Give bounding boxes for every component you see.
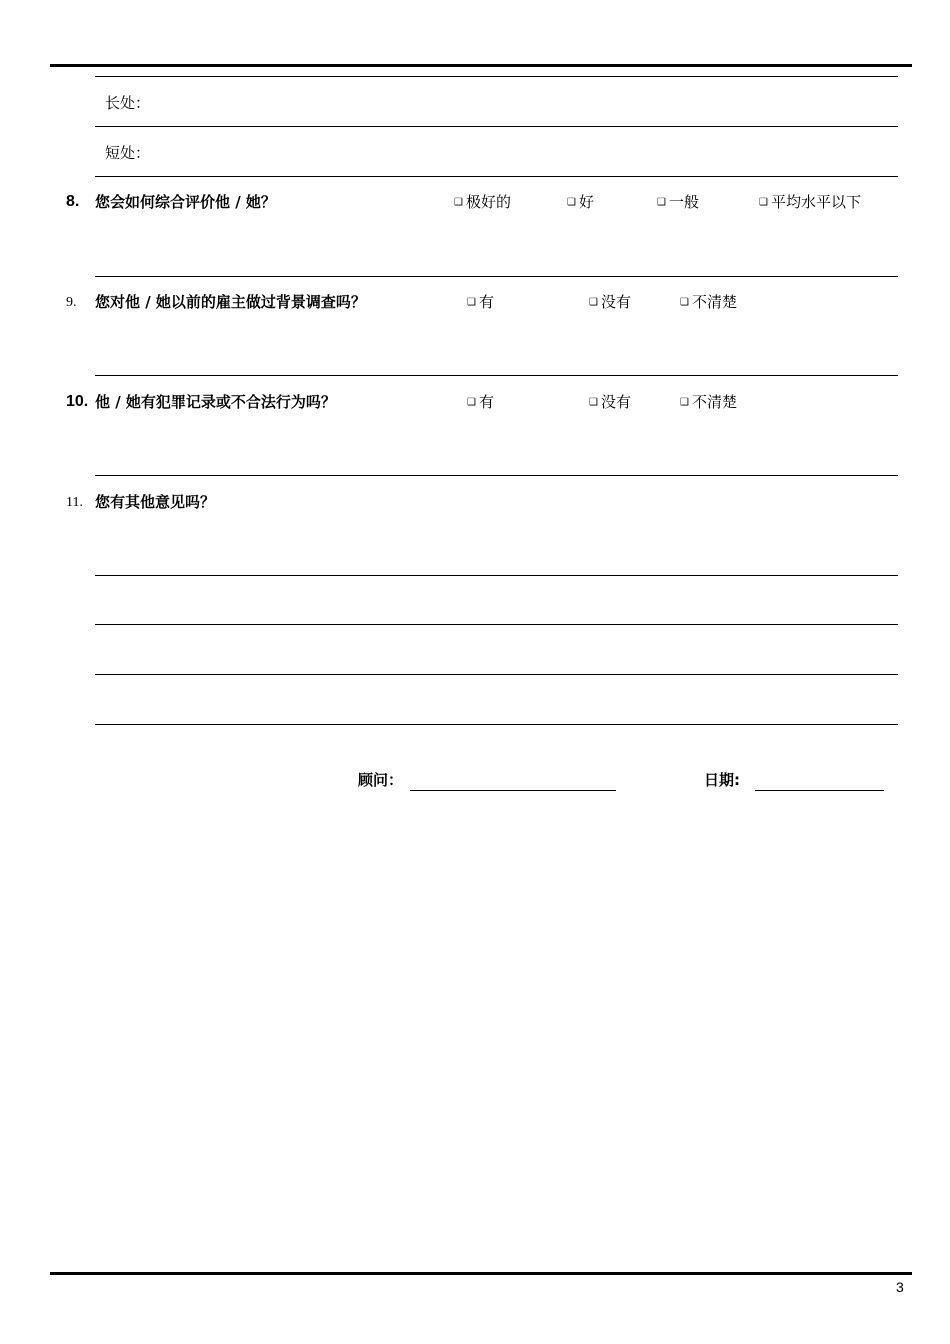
date-label: 日期: (704, 771, 740, 789)
question-number: 8. (66, 193, 80, 210)
date-line[interactable] (755, 772, 884, 791)
question-text: 您对他 / 她以前的雇主做过背景调查吗？ (95, 293, 366, 311)
divider (95, 475, 898, 476)
strengths-answer-line (95, 126, 898, 127)
option-unknown[interactable] (680, 392, 737, 412)
divider (95, 76, 898, 77)
checkbox-icon[interactable]: ❑ (589, 297, 598, 308)
checkbox-icon[interactable]: ❑ (657, 197, 666, 208)
option-label: 不清楚 (691, 293, 737, 311)
consultant-signature-line[interactable] (410, 772, 616, 791)
option-label: 极好的 (465, 193, 511, 211)
divider (95, 375, 898, 376)
option-label: 有 (478, 293, 494, 311)
option-label: 平均水平以下 (770, 193, 861, 211)
option-label: 没有 (600, 393, 631, 411)
option-below-average[interactable] (759, 192, 861, 212)
checkbox-icon[interactable]: ❑ (759, 197, 768, 208)
option-yes[interactable] (467, 392, 494, 412)
option-label: 好 (578, 193, 594, 211)
question-text: 他 / 她有犯罪记录或不合法行为吗？ (95, 393, 336, 411)
consultant-label: 顾问： (358, 771, 404, 789)
option-average[interactable] (657, 192, 699, 212)
checkbox-icon[interactable]: ❑ (589, 397, 598, 408)
weaknesses-label: 短处： (105, 144, 151, 162)
checkbox-icon[interactable]: ❑ (454, 197, 463, 208)
question-number: 11. (66, 495, 83, 510)
comment-line[interactable] (95, 575, 898, 576)
weaknesses-answer-line (95, 176, 898, 177)
option-unknown[interactable] (680, 292, 737, 312)
option-label: 没有 (600, 293, 631, 311)
question-text: 您会如何综合评价他 / 她？ (95, 193, 276, 211)
divider (95, 276, 898, 277)
comment-line[interactable] (95, 624, 898, 625)
checkbox-icon[interactable]: ❑ (567, 197, 576, 208)
option-excellent[interactable] (454, 192, 511, 212)
footer-rule (50, 1272, 912, 1275)
checkbox-icon[interactable]: ❑ (467, 297, 476, 308)
option-no[interactable] (589, 292, 631, 312)
comment-line[interactable] (95, 674, 898, 675)
question-number: 9. (66, 295, 77, 310)
option-yes[interactable] (467, 292, 494, 312)
comment-line[interactable] (95, 724, 898, 725)
checkbox-icon[interactable]: ❑ (467, 397, 476, 408)
checkbox-icon[interactable]: ❑ (680, 297, 689, 308)
option-label: 一般 (668, 193, 699, 211)
question-number: 10. (66, 393, 89, 410)
strengths-label: 长处： (105, 94, 151, 112)
header-rule (50, 64, 912, 67)
option-no[interactable] (589, 392, 631, 412)
checkbox-icon[interactable]: ❑ (680, 397, 689, 408)
page-number: 3 (896, 1279, 904, 1295)
question-text: 您有其他意见吗？ (95, 493, 216, 511)
option-good[interactable] (567, 192, 594, 212)
option-label: 有 (478, 393, 494, 411)
option-label: 不清楚 (691, 393, 737, 411)
